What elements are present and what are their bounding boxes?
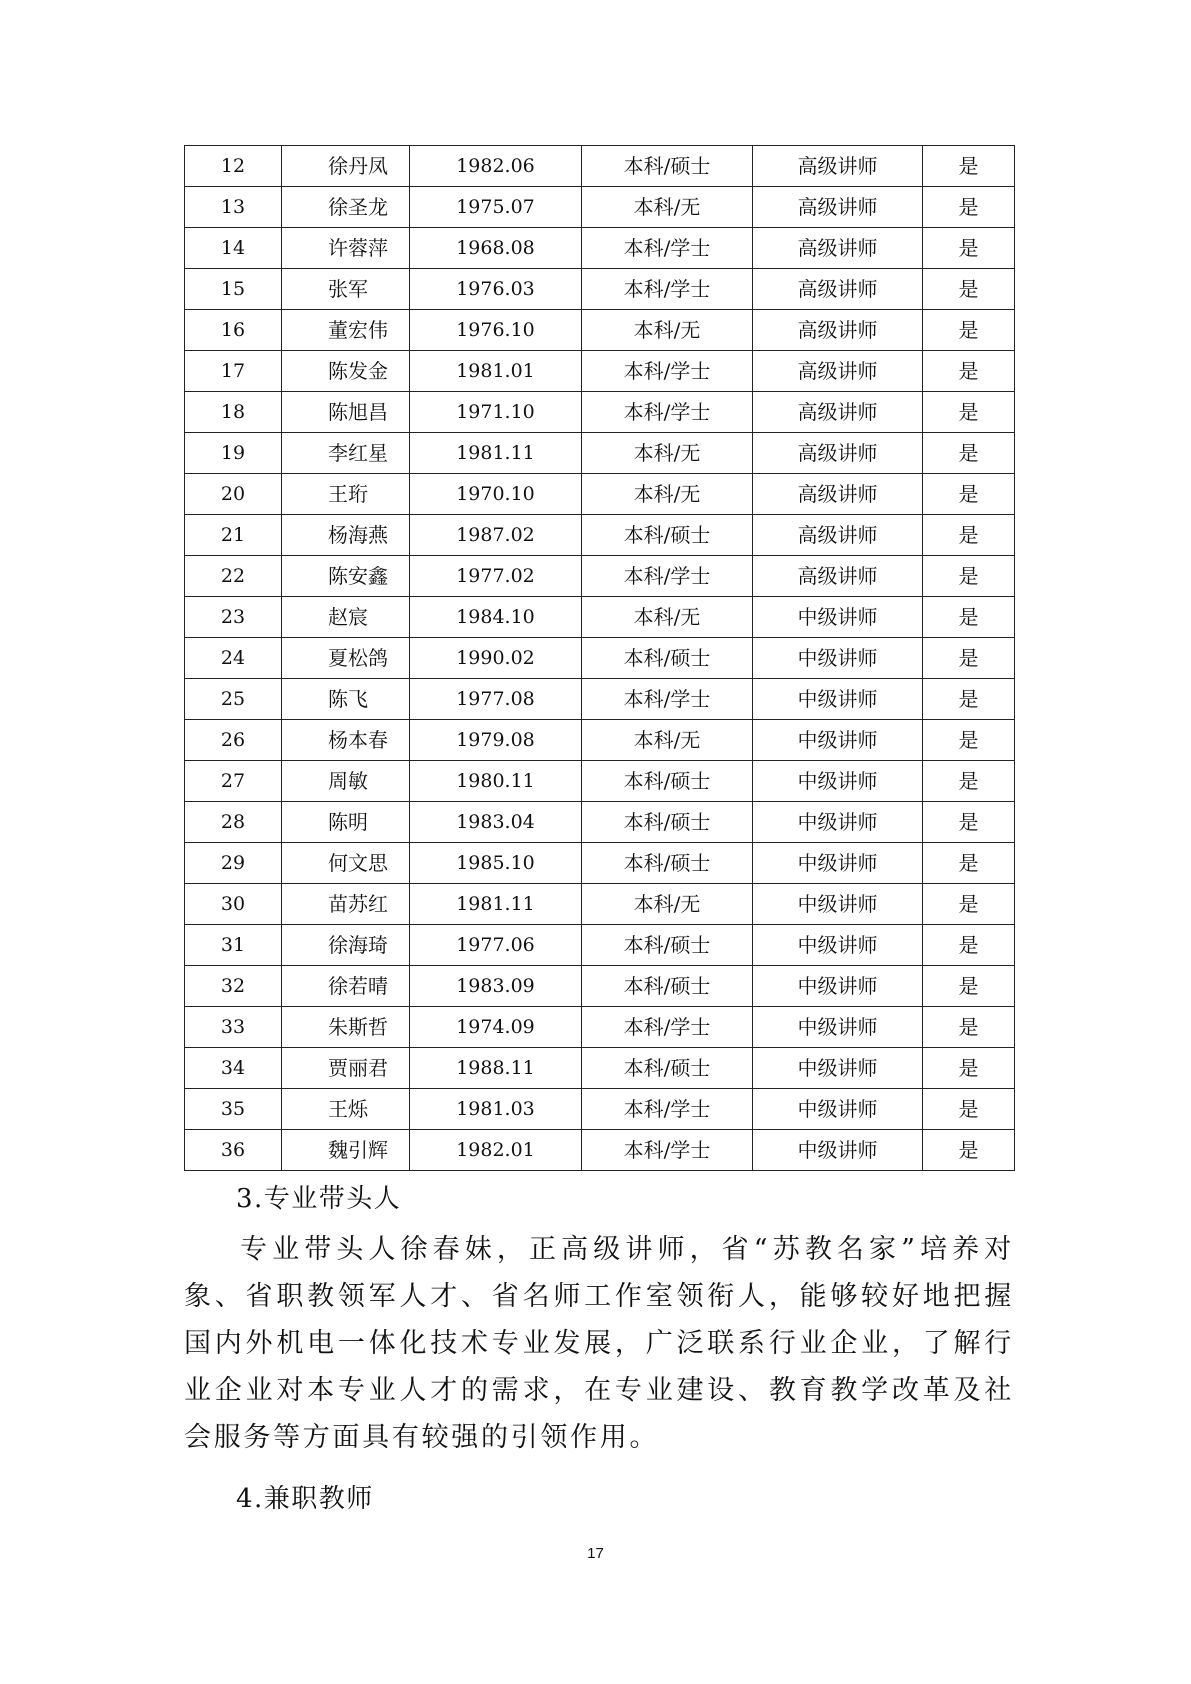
cell-birth-date: 1970.10 — [410, 474, 582, 515]
cell-degree: 本科/硕士 — [582, 146, 753, 187]
table-row — [185, 515, 1015, 556]
cell-flag: 是 — [923, 187, 1015, 228]
cell-birth-date: 1975.07 — [410, 187, 582, 228]
table-row — [185, 843, 1015, 884]
cell-number: 28 — [185, 802, 282, 843]
cell-degree: 本科/无 — [582, 433, 753, 474]
table-row — [185, 925, 1015, 966]
cell-birth-date: 1981.11 — [410, 433, 582, 474]
cell-title: 中级讲师 — [753, 1048, 923, 1089]
cell-number: 25 — [185, 679, 282, 720]
cell-flag: 是 — [923, 1089, 1015, 1130]
table-row — [185, 556, 1015, 597]
cell-flag: 是 — [923, 1048, 1015, 1089]
cell-degree: 本科/无 — [582, 187, 753, 228]
cell-degree: 本科/学士 — [582, 1130, 753, 1171]
table-row — [185, 310, 1015, 351]
table-row — [185, 228, 1015, 269]
cell-number: 26 — [185, 720, 282, 761]
cell-flag: 是 — [923, 1130, 1015, 1171]
cell-title: 中级讲师 — [753, 802, 923, 843]
cell-name: 赵宸 — [282, 597, 410, 638]
cell-number: 33 — [185, 1007, 282, 1048]
cell-title: 中级讲师 — [753, 925, 923, 966]
cell-degree: 本科/无 — [582, 884, 753, 925]
cell-number: 36 — [185, 1130, 282, 1171]
cell-degree: 本科/硕士 — [582, 802, 753, 843]
cell-number: 19 — [185, 433, 282, 474]
cell-name: 苗苏红 — [282, 884, 410, 925]
cell-title: 高级讲师 — [753, 310, 923, 351]
cell-name: 王珩 — [282, 474, 410, 515]
cell-title: 高级讲师 — [753, 474, 923, 515]
cell-degree: 本科/无 — [582, 597, 753, 638]
cell-birth-date: 1981.11 — [410, 884, 582, 925]
cell-number: 20 — [185, 474, 282, 515]
cell-number: 14 — [185, 228, 282, 269]
cell-birth-date: 1983.04 — [410, 802, 582, 843]
cell-birth-date: 1971.10 — [410, 392, 582, 433]
cell-name: 徐海琦 — [282, 925, 410, 966]
cell-birth-date: 1990.02 — [410, 638, 582, 679]
cell-birth-date: 1988.11 — [410, 1048, 582, 1089]
cell-flag: 是 — [923, 843, 1015, 884]
cell-number: 12 — [185, 146, 282, 187]
cell-flag: 是 — [923, 351, 1015, 392]
table-row — [185, 761, 1015, 802]
cell-title: 中级讲师 — [753, 597, 923, 638]
cell-degree: 本科/无 — [582, 474, 753, 515]
cell-degree: 本科/学士 — [582, 679, 753, 720]
cell-flag: 是 — [923, 761, 1015, 802]
cell-title: 高级讲师 — [753, 515, 923, 556]
cell-name: 魏引辉 — [282, 1130, 410, 1171]
section-3-heading: 3.专业带头人 — [236, 1184, 402, 1214]
cell-title: 高级讲师 — [753, 187, 923, 228]
cell-number: 29 — [185, 843, 282, 884]
table-row — [185, 966, 1015, 1007]
cell-birth-date: 1982.01 — [410, 1130, 582, 1171]
cell-name: 夏松鸽 — [282, 638, 410, 679]
cell-birth-date: 1977.02 — [410, 556, 582, 597]
cell-birth-date: 1980.11 — [410, 761, 582, 802]
cell-number: 27 — [185, 761, 282, 802]
cell-title: 中级讲师 — [753, 1089, 923, 1130]
cell-degree: 本科/无 — [582, 310, 753, 351]
cell-flag: 是 — [923, 269, 1015, 310]
cell-birth-date: 1976.10 — [410, 310, 582, 351]
cell-name: 王烁 — [282, 1089, 410, 1130]
cell-degree: 本科/无 — [582, 720, 753, 761]
cell-title: 中级讲师 — [753, 761, 923, 802]
cell-name: 陈飞 — [282, 679, 410, 720]
cell-flag: 是 — [923, 474, 1015, 515]
cell-degree: 本科/学士 — [582, 269, 753, 310]
cell-degree: 本科/硕士 — [582, 515, 753, 556]
cell-degree: 本科/学士 — [582, 1007, 753, 1048]
cell-title: 中级讲师 — [753, 1007, 923, 1048]
cell-birth-date: 1979.08 — [410, 720, 582, 761]
cell-birth-date: 1977.06 — [410, 925, 582, 966]
table-row — [185, 269, 1015, 310]
cell-degree: 本科/学士 — [582, 392, 753, 433]
cell-number: 15 — [185, 269, 282, 310]
cell-flag: 是 — [923, 515, 1015, 556]
cell-title: 中级讲师 — [753, 720, 923, 761]
cell-title: 中级讲师 — [753, 679, 923, 720]
cell-degree: 本科/硕士 — [582, 966, 753, 1007]
cell-flag: 是 — [923, 228, 1015, 269]
cell-birth-date: 1981.01 — [410, 351, 582, 392]
cell-flag: 是 — [923, 802, 1015, 843]
cell-birth-date: 1976.03 — [410, 269, 582, 310]
cell-title: 高级讲师 — [753, 392, 923, 433]
cell-name: 张军 — [282, 269, 410, 310]
staff-table — [184, 145, 1015, 1171]
cell-title: 中级讲师 — [753, 1130, 923, 1171]
table-row — [185, 351, 1015, 392]
cell-flag: 是 — [923, 966, 1015, 1007]
cell-flag: 是 — [923, 925, 1015, 966]
cell-name: 贾丽君 — [282, 1048, 410, 1089]
cell-name: 李红星 — [282, 433, 410, 474]
cell-flag: 是 — [923, 884, 1015, 925]
cell-name: 周敏 — [282, 761, 410, 802]
cell-birth-date: 1984.10 — [410, 597, 582, 638]
cell-number: 24 — [185, 638, 282, 679]
cell-degree: 本科/硕士 — [582, 843, 753, 884]
cell-degree: 本科/学士 — [582, 228, 753, 269]
cell-number: 35 — [185, 1089, 282, 1130]
cell-name: 徐若晴 — [282, 966, 410, 1007]
cell-name: 杨海燕 — [282, 515, 410, 556]
cell-flag: 是 — [923, 638, 1015, 679]
cell-name: 董宏伟 — [282, 310, 410, 351]
cell-flag: 是 — [923, 1007, 1015, 1048]
cell-birth-date: 1981.03 — [410, 1089, 582, 1130]
cell-number: 16 — [185, 310, 282, 351]
cell-title: 高级讲师 — [753, 351, 923, 392]
cell-flag: 是 — [923, 433, 1015, 474]
cell-birth-date: 1982.06 — [410, 146, 582, 187]
cell-degree: 本科/硕士 — [582, 761, 753, 802]
cell-number: 21 — [185, 515, 282, 556]
cell-name: 杨本春 — [282, 720, 410, 761]
cell-number: 32 — [185, 966, 282, 1007]
cell-flag: 是 — [923, 392, 1015, 433]
table-row — [185, 392, 1015, 433]
table-row — [185, 433, 1015, 474]
cell-title: 高级讲师 — [753, 269, 923, 310]
cell-title: 中级讲师 — [753, 884, 923, 925]
cell-title: 中级讲师 — [753, 638, 923, 679]
cell-degree: 本科/学士 — [582, 556, 753, 597]
cell-name: 徐圣龙 — [282, 187, 410, 228]
table-row — [185, 474, 1015, 515]
cell-name: 陈旭昌 — [282, 392, 410, 433]
cell-title: 高级讲师 — [753, 556, 923, 597]
cell-name: 陈明 — [282, 802, 410, 843]
cell-birth-date: 1983.09 — [410, 966, 582, 1007]
cell-name: 徐丹凤 — [282, 146, 410, 187]
cell-name: 许蓉萍 — [282, 228, 410, 269]
cell-degree: 本科/硕士 — [582, 638, 753, 679]
cell-birth-date: 1987.02 — [410, 515, 582, 556]
cell-birth-date: 1977.08 — [410, 679, 582, 720]
cell-degree: 本科/硕士 — [582, 1048, 753, 1089]
cell-title: 高级讲师 — [753, 146, 923, 187]
table-row — [185, 720, 1015, 761]
cell-name: 何文思 — [282, 843, 410, 884]
table-row — [185, 1048, 1015, 1089]
table-row — [185, 1089, 1015, 1130]
staff-table-body — [185, 146, 1015, 1171]
table-row — [185, 638, 1015, 679]
table-row — [185, 1007, 1015, 1048]
cell-flag: 是 — [923, 556, 1015, 597]
table-row — [185, 146, 1015, 187]
section-4-heading: 4.兼职教师 — [236, 1484, 374, 1514]
cell-birth-date: 1968.08 — [410, 228, 582, 269]
cell-number: 22 — [185, 556, 282, 597]
cell-flag: 是 — [923, 146, 1015, 187]
cell-birth-date: 1974.09 — [410, 1007, 582, 1048]
cell-flag: 是 — [923, 310, 1015, 351]
table-row — [185, 187, 1015, 228]
cell-number: 34 — [185, 1048, 282, 1089]
cell-flag: 是 — [923, 679, 1015, 720]
cell-flag: 是 — [923, 720, 1015, 761]
cell-number: 17 — [185, 351, 282, 392]
cell-degree: 本科/学士 — [582, 1089, 753, 1130]
cell-number: 31 — [185, 925, 282, 966]
table-row — [185, 802, 1015, 843]
cell-name: 朱斯哲 — [282, 1007, 410, 1048]
cell-birth-date: 1985.10 — [410, 843, 582, 884]
cell-title: 高级讲师 — [753, 228, 923, 269]
cell-title: 高级讲师 — [753, 433, 923, 474]
cell-number: 18 — [185, 392, 282, 433]
table-row — [185, 1130, 1015, 1171]
cell-flag: 是 — [923, 597, 1015, 638]
cell-degree: 本科/硕士 — [582, 925, 753, 966]
cell-degree: 本科/学士 — [582, 351, 753, 392]
cell-number: 23 — [185, 597, 282, 638]
table-row — [185, 679, 1015, 720]
page-number: 17 — [587, 1545, 604, 1562]
cell-name: 陈发金 — [282, 351, 410, 392]
cell-name: 陈安鑫 — [282, 556, 410, 597]
table-row — [185, 884, 1015, 925]
cell-title: 中级讲师 — [753, 843, 923, 884]
cell-title: 中级讲师 — [753, 966, 923, 1007]
cell-number: 13 — [185, 187, 282, 228]
table-row — [185, 597, 1015, 638]
cell-number: 30 — [185, 884, 282, 925]
section-3-paragraph: 专业带头人徐春妹，正高级讲师，省“苏教名家”培养对象、省职教领军人才、省名师工作室领衔人，能够较好地把握国内外机电一体化技术专业发展，广泛联系行业企业，了解行业企业对本专业人才的需求，在专业建设、教育教学改革及社会服务等方面具有较强的引领作用。 — [184, 1234, 1014, 1453]
